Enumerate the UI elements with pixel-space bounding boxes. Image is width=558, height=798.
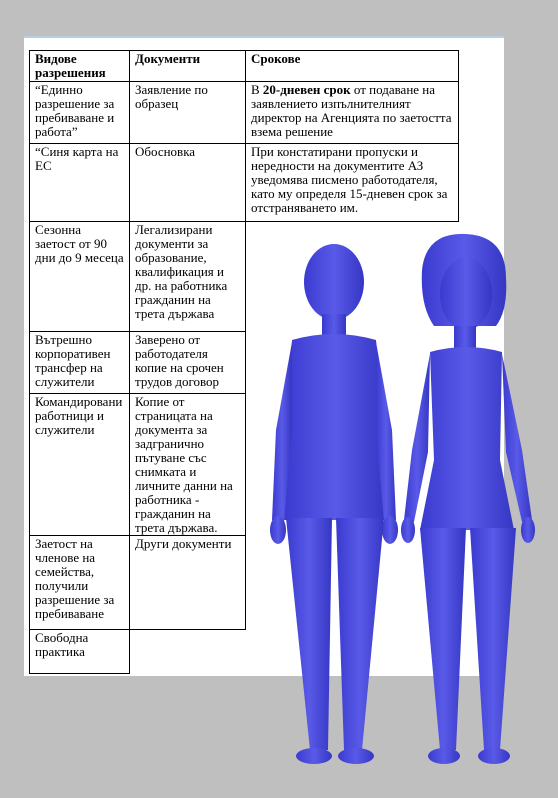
document-cell: Други документи bbox=[130, 536, 246, 630]
document-cell: Заявление по образец bbox=[130, 82, 246, 144]
permit-type-cell: “Единно разрешение за пребиваване и работа” bbox=[30, 82, 130, 144]
man-figure bbox=[270, 244, 398, 764]
table-row bbox=[30, 82, 459, 144]
document-cell: Обосновка bbox=[130, 144, 246, 222]
table-row bbox=[30, 144, 459, 222]
permit-type-cell: Командировани работници и служители bbox=[30, 394, 130, 536]
permit-type-cell: “Синя карта на ЕС bbox=[30, 144, 130, 222]
two-people-icon bbox=[270, 230, 558, 798]
deadline-text-start: В bbox=[251, 82, 263, 97]
table-header-row bbox=[30, 51, 459, 82]
permit-type-cell: Свободна практика bbox=[30, 630, 130, 674]
permit-type-cell: Сезонна заетост от 90 дни до 9 месеца bbox=[30, 222, 130, 332]
deadline-cell bbox=[246, 82, 459, 144]
deadline-bold: 20-дневен срок bbox=[262, 82, 351, 97]
header-documents: Документи bbox=[130, 51, 246, 82]
deadline-text-end: от подаване на заявлението изпълнителният директор на Агенцията по заетостта взема решение bbox=[251, 82, 452, 139]
permit-type-cell: Заетост на членове на семейства, получили разрешение за пребиваване bbox=[30, 536, 130, 630]
header-deadlines: Срокове bbox=[246, 51, 459, 82]
header-permit-types: Видове разрешения bbox=[30, 51, 130, 82]
document-cell: Легализирани документи за образование, квалификация и др. на работника гражданин на трета държава bbox=[130, 222, 246, 332]
permit-type-cell: Вътрешно корпоративен трансфер на служители bbox=[30, 332, 130, 394]
deadline-cell: При констатирани пропуски и нередности на документите АЗ уведомява писмено работодателя, като му определя 15-дневен срок за отстраняването им. bbox=[246, 144, 459, 222]
woman-figure bbox=[401, 234, 535, 764]
document-cell: Заверено от работодателя копие на срочен трудов договор bbox=[130, 332, 246, 394]
document-cell: Копие от страницата на документа за задгранично пътуване със снимката и личните данни на работника - гражданин на трета държава. bbox=[130, 394, 246, 536]
